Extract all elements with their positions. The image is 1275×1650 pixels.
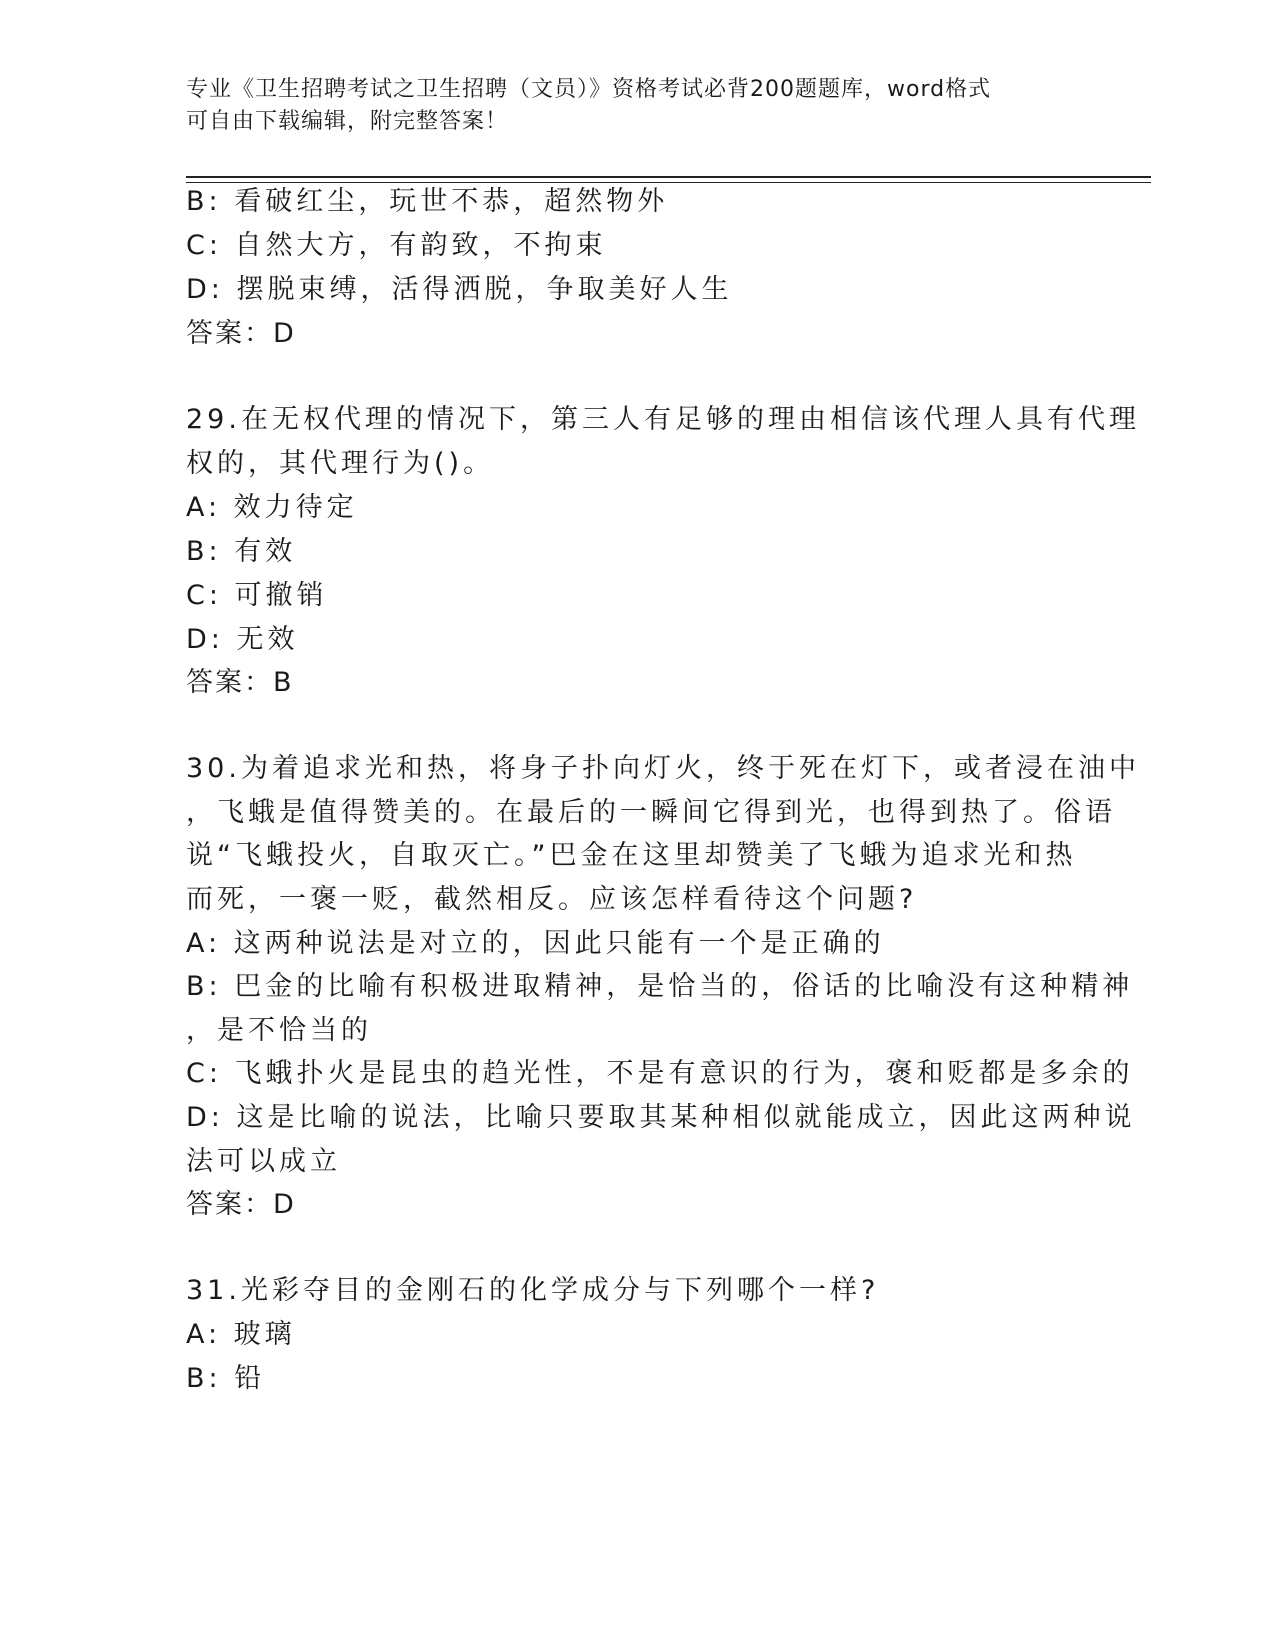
prev-option-d: D: 摆脱束缚，活得洒脱，争取美好人生: [186, 274, 733, 305]
q30-option-d: D: 这是比喻的说法，比喻只要取其某种相似就能成立，因此这两种说: [186, 1102, 1136, 1133]
prev-answer: 答案：D: [186, 318, 296, 349]
prev-option-b: B: 看破红尘，玩世不恭，超然物外: [186, 186, 669, 217]
q30-stem-line-1: 30.为着追求光和热，将身子扑向灯火，终于死在灯下，或者浸在油中: [186, 753, 1140, 784]
q29-option-a: A: 效力待定: [186, 492, 358, 523]
q29-option-d: D: 无效: [186, 624, 299, 655]
q30-option-b: B: 巴金的比喻有积极进取精神，是恰当的，俗话的比喻没有这种精神: [186, 971, 1134, 1002]
q29-stem-line-1: 29.在无权代理的情况下，第三人有足够的理由相信该代理人具有代理: [186, 404, 1140, 435]
q31-stem-line-1: 31.光彩夺目的金刚石的化学成分与下列哪个一样?: [186, 1275, 880, 1306]
q31-option-a: A: 玻璃: [186, 1319, 296, 1350]
header-divider-thick: [186, 176, 1151, 178]
q30-stem-line-2: ，飞蛾是值得赞美的。在最后的一瞬间它得到光，也得到热了。俗语: [186, 797, 1116, 828]
q29-answer: 答案：B: [186, 667, 294, 698]
q30-option-d-cont: 法可以成立: [186, 1146, 341, 1177]
q30-option-a: A: 这两种说法是对立的，因此只能有一个是正确的: [186, 928, 885, 959]
q29-option-c: C: 可撤销: [186, 580, 328, 611]
header-line-2: 可自由下载编辑，附完整答案！: [186, 109, 509, 134]
q31-option-b: B: 铅: [186, 1363, 266, 1394]
q29-stem-line-2: 权的，其代理行为()。: [186, 448, 495, 479]
q30-option-b-cont: ，是不恰当的: [186, 1015, 372, 1046]
prev-option-c: C: 自然大方，有韵致，不拘束: [186, 230, 607, 261]
q29-option-b: B: 有效: [186, 536, 297, 567]
q30-answer: 答案：D: [186, 1189, 296, 1220]
q30-stem-line-3: 说“飞蛾投火，自取灭亡。”巴金在这里却赞美了飞蛾为追求光和热: [186, 840, 1077, 871]
q30-stem-line-4: 而死，一褒一贬，截然相反。应该怎样看待这个问题?: [186, 884, 918, 915]
q30-option-c: C: 飞蛾扑火是昆虫的趋光性，不是有意识的行为，褒和贬都是多余的: [186, 1058, 1134, 1089]
header-line-1: 专业《卫生招聘考试之卫生招聘（文员）》资格考试必背200题题库，word格式: [186, 77, 992, 102]
document-header: [186, 74, 1086, 138]
